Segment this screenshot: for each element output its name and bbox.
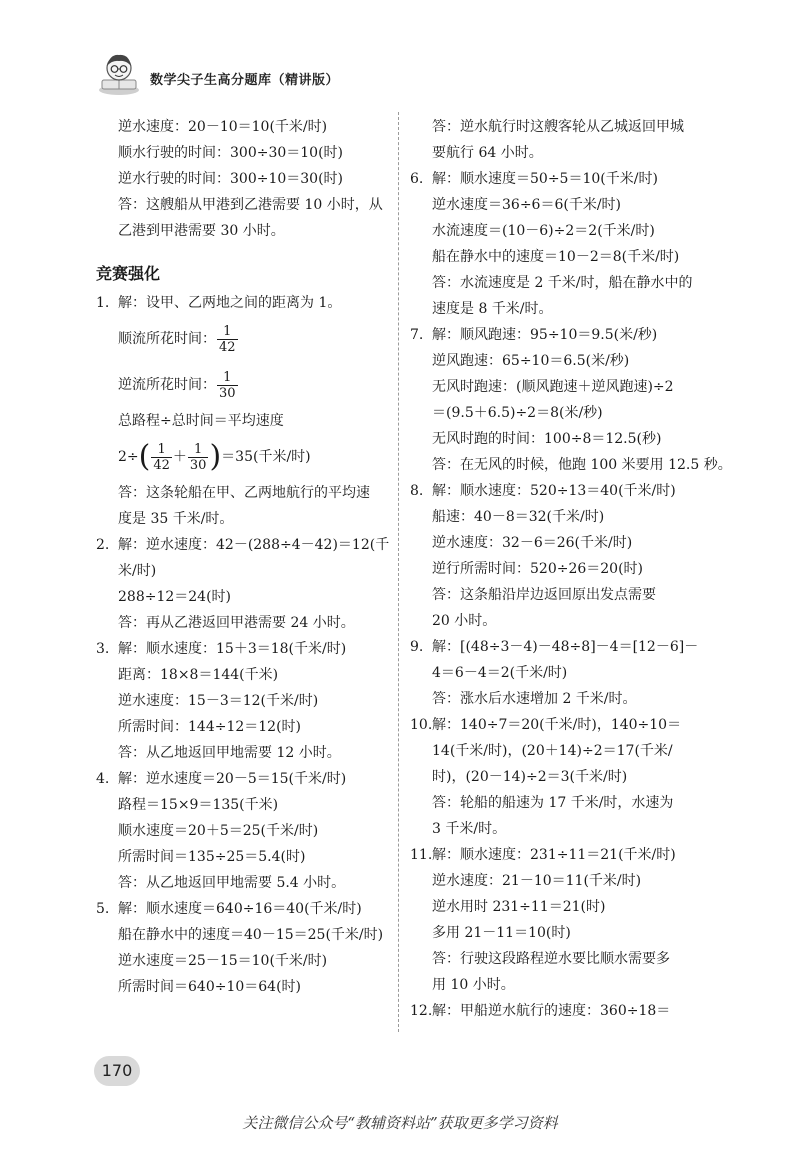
text-line: 所需时间＝135÷25＝5.4(时) — [118, 849, 306, 865]
text-line: 无风时跑的时间：100÷8＝12.5(秒) — [432, 431, 662, 447]
text-line: 4＝6－4＝2(千米/时) — [432, 665, 568, 681]
text-line: 总路程÷总时间＝平均速度 — [118, 413, 284, 429]
text-line: 20 小时。 — [432, 613, 497, 629]
text-line: 逆水速度＝36÷6＝6(千米/时) — [432, 197, 621, 213]
text-line: 时)，(20－14)÷2＝3(千米/时) — [432, 769, 628, 785]
text-line: 路程＝15×9＝135(千米) — [118, 797, 279, 813]
text-line: 答：这条船沿岸边返回原出发点需要 — [432, 587, 656, 603]
text-line: 答：从乙地返回甲地需要 12 小时。 — [118, 745, 341, 761]
problem-6: 6. 解：顺水速度＝50÷5＝10(千米/时) — [410, 171, 658, 187]
fraction: $\frac{1}{42}$ — [219, 323, 236, 355]
problem-12: 12.解：甲船逆水航行的速度：360÷18＝ — [410, 1003, 671, 1019]
text-line: 顺水速度＝20＋5＝25(千米/时) — [118, 823, 319, 839]
problem-3: 3. 解：顺水速度：15＋3＝18(千米/时) — [96, 641, 347, 657]
text-line: 逆水速度：21－10＝11(千米/时) — [432, 873, 642, 889]
text-line: 逆行所需时间：520÷26＝20(时) — [432, 561, 644, 577]
text-line: 多用 21－11＝10(时) — [432, 925, 571, 941]
equation-line: 2÷ ( $\frac{1}{42}$ ＋ $\frac{1}{30}$ ) ＝35(千米/时) — [118, 439, 311, 474]
student-mascot-logo — [96, 50, 142, 96]
problem-10: 10.解：140÷7＝20(千米/时)，140÷10＝ — [410, 717, 682, 733]
text-line: 逆水用时 231÷11＝21(时) — [432, 899, 606, 915]
text-line: 无风时跑速：(顺风跑速＋逆风跑速)÷2 — [432, 379, 674, 395]
footer-note: 关注微信公众号“教辅资料站”获取更多学习资料 — [242, 1114, 558, 1132]
text-line: 逆水速度：20－10＝10(千米/时) — [118, 119, 328, 135]
text-line: 所需时间：144÷12＝12(时) — [118, 719, 302, 735]
text-line: 答：行驶这段路程逆水要比顺水需要多 — [432, 951, 670, 967]
text-line: 水流速度＝(10－6)÷2＝2(千米/时) — [432, 223, 655, 239]
text-line: 逆水速度：32－6＝26(千米/时) — [432, 535, 633, 551]
text-line: 船在静水中的速度＝10－2＝8(千米/时) — [432, 249, 680, 265]
text-line: 14(千米/时)，(20＋14)÷2＝17(千米/ — [432, 743, 673, 759]
left-column — [96, 114, 388, 1000]
text-line: 顺流所花时间： $\frac{1}{42}$ — [118, 323, 236, 355]
problem-1: 1. 解：设甲、乙两地之间的距离为 1。 — [96, 295, 342, 311]
text-line: 答：在无风的时候，他跑 100 米要用 12.5 秒。 — [432, 457, 732, 473]
section-title: 竞赛强化 — [96, 264, 161, 283]
text-line: 船在静水中的速度＝40－15＝25(千米/时) — [118, 927, 384, 943]
fraction: $\frac{1}{30}$ — [189, 441, 207, 473]
problem-11: 11.解：顺水速度：231÷11＝21(千米/时) — [410, 847, 676, 863]
fraction: $\frac{1}{30}$ — [219, 369, 236, 401]
text-line: 答：再从乙港返回甲港需要 24 小时。 — [118, 615, 355, 631]
problem-4: 4. 解：逆水速度＝20－5＝15(千米/时) — [96, 771, 347, 787]
page-header — [96, 50, 736, 100]
text-line: 要航行 64 小时。 — [432, 145, 543, 161]
problem-7: 7. 解：顺风跑速：95÷10＝9.5(米/秒) — [410, 327, 658, 343]
text-line: 答：从乙地返回甲地需要 5.4 小时。 — [118, 875, 346, 891]
text-line: 逆水速度：15－3＝12(千米/时) — [118, 693, 319, 709]
text-line: 度是 35 千米/时。 — [118, 511, 234, 527]
text-line: 船速：40－8＝32(千米/时) — [432, 509, 605, 525]
page-number: 170 — [94, 1056, 140, 1086]
text-line: 逆水行驶的时间：300÷10＝30(时) — [118, 171, 344, 187]
text-line: 答：水流速度是 2 千米/时，船在静水中的 — [432, 275, 693, 291]
text-line: 答：这条轮船在甲、乙两地航行的平均速 — [118, 485, 370, 501]
text-line: 答：涨水后水速增加 2 千米/时。 — [432, 691, 637, 707]
column-divider — [398, 112, 399, 1032]
text-line: 288÷12＝24(时) — [118, 589, 232, 605]
text-line: 速度是 8 千米/时。 — [432, 301, 553, 317]
text-line: 所需时间＝640÷10＝64(时) — [118, 979, 302, 995]
text-line: 米/时) — [118, 563, 157, 579]
text-line: 用 10 小时。 — [432, 977, 515, 993]
text-line: 逆风跑速：65÷10＝6.5(米/秒) — [432, 353, 630, 369]
problem-9: 9. 解：[(48÷3－4)－48÷8]－4＝[12－6]－ — [410, 639, 699, 655]
text-line: 3 千米/时。 — [432, 821, 507, 837]
problem-2: 2. 解：逆水速度：42－(288÷4－42)＝12(千 — [96, 537, 390, 553]
text-line: 逆水速度＝25－15＝10(千米/时) — [118, 953, 328, 969]
text-line: 答：这艘船从甲港到乙港需要 10 小时，从 — [118, 197, 383, 213]
text-line: ＝(9.5＋6.5)÷2＝8(米/秒) — [432, 405, 603, 421]
right-column — [410, 114, 732, 1024]
text-line: 答：轮船的船速为 17 千米/时，水速为 — [432, 795, 674, 811]
problem-8: 8. 解：顺水速度：520÷13＝40(千米/时) — [410, 483, 676, 499]
text-line: 乙港到甲港需要 30 小时。 — [118, 223, 285, 239]
text-line: 逆流所花时间： $\frac{1}{30}$ — [118, 369, 236, 401]
fraction: $\frac{1}{42}$ — [153, 441, 170, 473]
text-line: 答：逆水航行时这艘客轮从乙城返回甲城 — [432, 119, 684, 135]
text-line: 顺水行驶的时间：300÷30＝10(时) — [118, 145, 344, 161]
text-line: 距离：18×8＝144(千米) — [118, 667, 279, 683]
problem-5: 5. 解：顺水速度＝640÷16＝40(千米/时) — [96, 901, 362, 917]
book-title: 数学尖子生高分题库（精讲版） — [150, 73, 340, 88]
